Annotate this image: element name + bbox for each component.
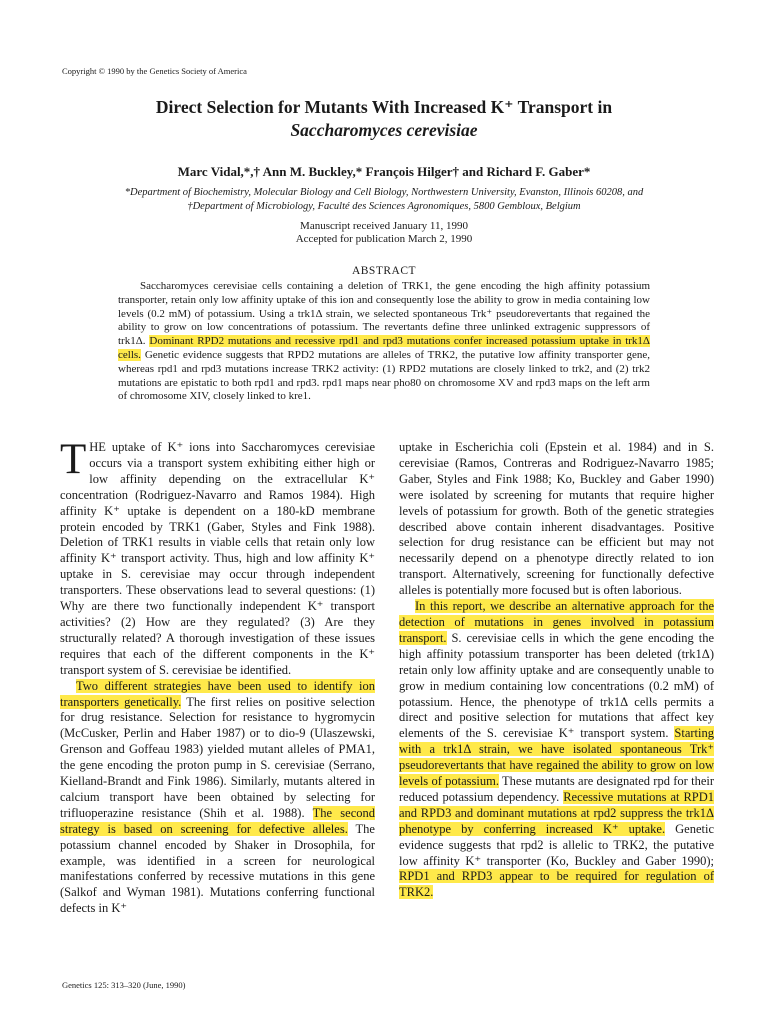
- author-list: Marc Vidal,*,† Ann M. Buckley,* François Hilger† and Richard F. Gaber*: [177, 164, 591, 179]
- intro-text-2b: The potassium channel encoded by Shaker in Drosophila, for example, was identified in a screen for neurological manifestations conferred by recessive mutations in this gene (Salkof and Wyman 1981). Mutations conferring functional defects in K⁺: [60, 821, 375, 916]
- accepted-date: Accepted for publication March 2, 1990: [295, 233, 473, 245]
- highlight-strategies: Two different strategies have been used to identify ion transporters genetically.: [60, 678, 375, 709]
- abstract-text: [118, 280, 650, 404]
- affiliations: [0, 186, 768, 214]
- title-line-2: Saccharomyces cerevisiae: [290, 120, 478, 140]
- abstract-part-2: Genetic evidence suggests that RPD2 mutations are alleles of TRK2, the putative low affinity transporter gene, whereas rpd1 and rpd3 mutations increase TRK2 activity: (1) RPD2 mutations are closely linked to trk2, and (2) trk2 mutations are epistatic to both rpd1 and rpd3. rpd1 maps near pho80 on chromosome XV and rpd3 maps on the left arm of chromosome XIV, closely linked to kre1.: [118, 348, 650, 403]
- intro-text-2a: The first relies on positive selection for drug resistance. Selection for resistance to hygromycin (McCusker, Perlin and Haber 1987) or to dio-9 (Ulaszewski, Grenson and Goffeau 1983) yielded mutant alleles of PMA1, the gene encoding the proton pump in S. cerevisiae (Serrano, Kielland-Brandt and Fink 1986). Similarly, mutants altered in calcium transport have been obtained by selecting for trifluoperazine resistance (Shih et al. 1988).: [60, 694, 376, 820]
- highlight-recessive: Recessive mutations at RPD1 and RPD3 and dominant mutations at rpd2 suppress the trk1Δ phenotype by conferring increased K⁺ uptake.: [399, 789, 715, 836]
- abstract-part-1: Saccharomyces cerevisiae cells containing a deletion of TRK1, the gene encoding the high affinity potassium transporter, retain only low affinity uptake of this ion and consequently lose the ability to grow in media containing low levels (0.2 mM) of potassium. Using a trk1Δ strain, we selected spontaneous Trk⁺ pseudorevertants that regained the ability to grow on low concentrations of potassium. The revertants define three unlinked extragenic suppressors of trk1Δ.: [118, 280, 650, 348]
- intro-text-4a: S. cerevisiae cells in which the gene encoding the high affinity potassium transporter has been deleted (trk1Δ) retain only low affinity uptake and are consequently unable to grow in medium containing low concentrations (0.2 mM) of potassium. Hence, the phenotype of trk1Δ cells permits a direct and positive selection for mutations that affect key elements of the S. cerevisiae K⁺ transport system.: [399, 630, 714, 741]
- abstract-heading: ABSTRACT: [351, 265, 417, 277]
- article-title: [0, 96, 768, 142]
- highlight-report: In this report, we describe an alternative approach for the detection of mutations in genes involved in potassium transport.: [399, 599, 714, 645]
- abstract-highlight: Dominant RPD2 mutations and recessive rpd1 and rpd3 mutations confer increased potassium uptake in trk1Δ cells.: [118, 335, 650, 361]
- received-date: Manuscript received January 11, 1990: [300, 220, 468, 232]
- title-line-1: Direct Selection for Mutants With Increased K⁺ Transport in: [155, 97, 613, 117]
- highlight-screening: The second strategy is based on screening for defective alleles.: [60, 805, 375, 836]
- intro-paragraph-3: uptake in Escherichia coli (Epstein et al. 1984) and in S. cerevisiae (Ramos, Contreras and Rodriguez-Navarro 1985; Gaber, Styles and Fink 1988; Ko, Buckley and Gaber 1990) were isolated by screening for mutants that require higher levels of potassium for growth. Both of the genetic strategies described above contain inherent disadvantages. Positive selection for drug resistance can be efficient but may not necessarily depend on a phenotype directly related to ion transport. Alternatively, screening for functionally defective alleles is potentially more focused but is often laborious.: [399, 440, 714, 598]
- manuscript-dates: [0, 220, 768, 246]
- body-column-right: [399, 440, 714, 901]
- affiliation-2: †Department of Microbiology, Faculté des Sciences Agronomiques, 5800 Gembloux, Belgium: [187, 201, 581, 212]
- intro-paragraph-4: [399, 599, 714, 901]
- intro-paragraph-1: [60, 436, 375, 679]
- copyright-line: Copyright © 1990 by the Genetics Society of America: [62, 66, 247, 76]
- journal-citation: Genetics 125: 313–320 (June, 1990): [62, 980, 186, 990]
- intro-text-4b: These mutants are designated rpd for their reduced potassium dependency.: [399, 774, 715, 804]
- affiliation-1: *Department of Biochemistry, Molecular Biology and Cell Biology, Northwestern University, Evanston, Illinois 60208, and: [124, 187, 644, 198]
- intro-text-4c: Genetic evidence suggests that rpd2 is allelic to TRK2, the putative low affinity K⁺ transporter (Ko, Buckley and Gaber 1990);: [399, 821, 714, 868]
- body-column-left: [60, 436, 376, 917]
- intro-text-1: HE uptake of K⁺ ions into Saccharomyces cerevisiae occurs via a transport system exhibiting either high or low affinity depending on the extracellular K⁺ concentration (Rodriguez-Navarro and Ramos 1984). High affinity K⁺ uptake is dependent on a 180-kD membrane protein encoded by TRK1 (Gaber, Styles and Fink 1988). Deletion of TRK1 results in viable cells that retain only low affinity K⁺ transport activity. Thus, high and low affinity K⁺ uptake in S. cerevisiae may occur through independent transporters. These observations lead to several questions: (1) Why are there two functionally independent K⁺ transport activities? (2) How are they regulated? (3) Are they structurally related? A thorough investigation of these issues requires that each of the different components in the K⁺ transport system of S. cerevisiae be identified.: [60, 440, 375, 677]
- intro-paragraph-2: [60, 679, 375, 918]
- highlight-pseudorevertants: Starting with a trk1Δ strain, we have isolated spontaneous Trk⁺ pseudorevertants that have regained the ability to grow on low levels of potassium.: [399, 726, 714, 789]
- highlight-regulation: RPD1 and RPD3 appear to be required for regulation of TRK2.: [399, 869, 714, 900]
- drop-cap: T: [60, 436, 87, 483]
